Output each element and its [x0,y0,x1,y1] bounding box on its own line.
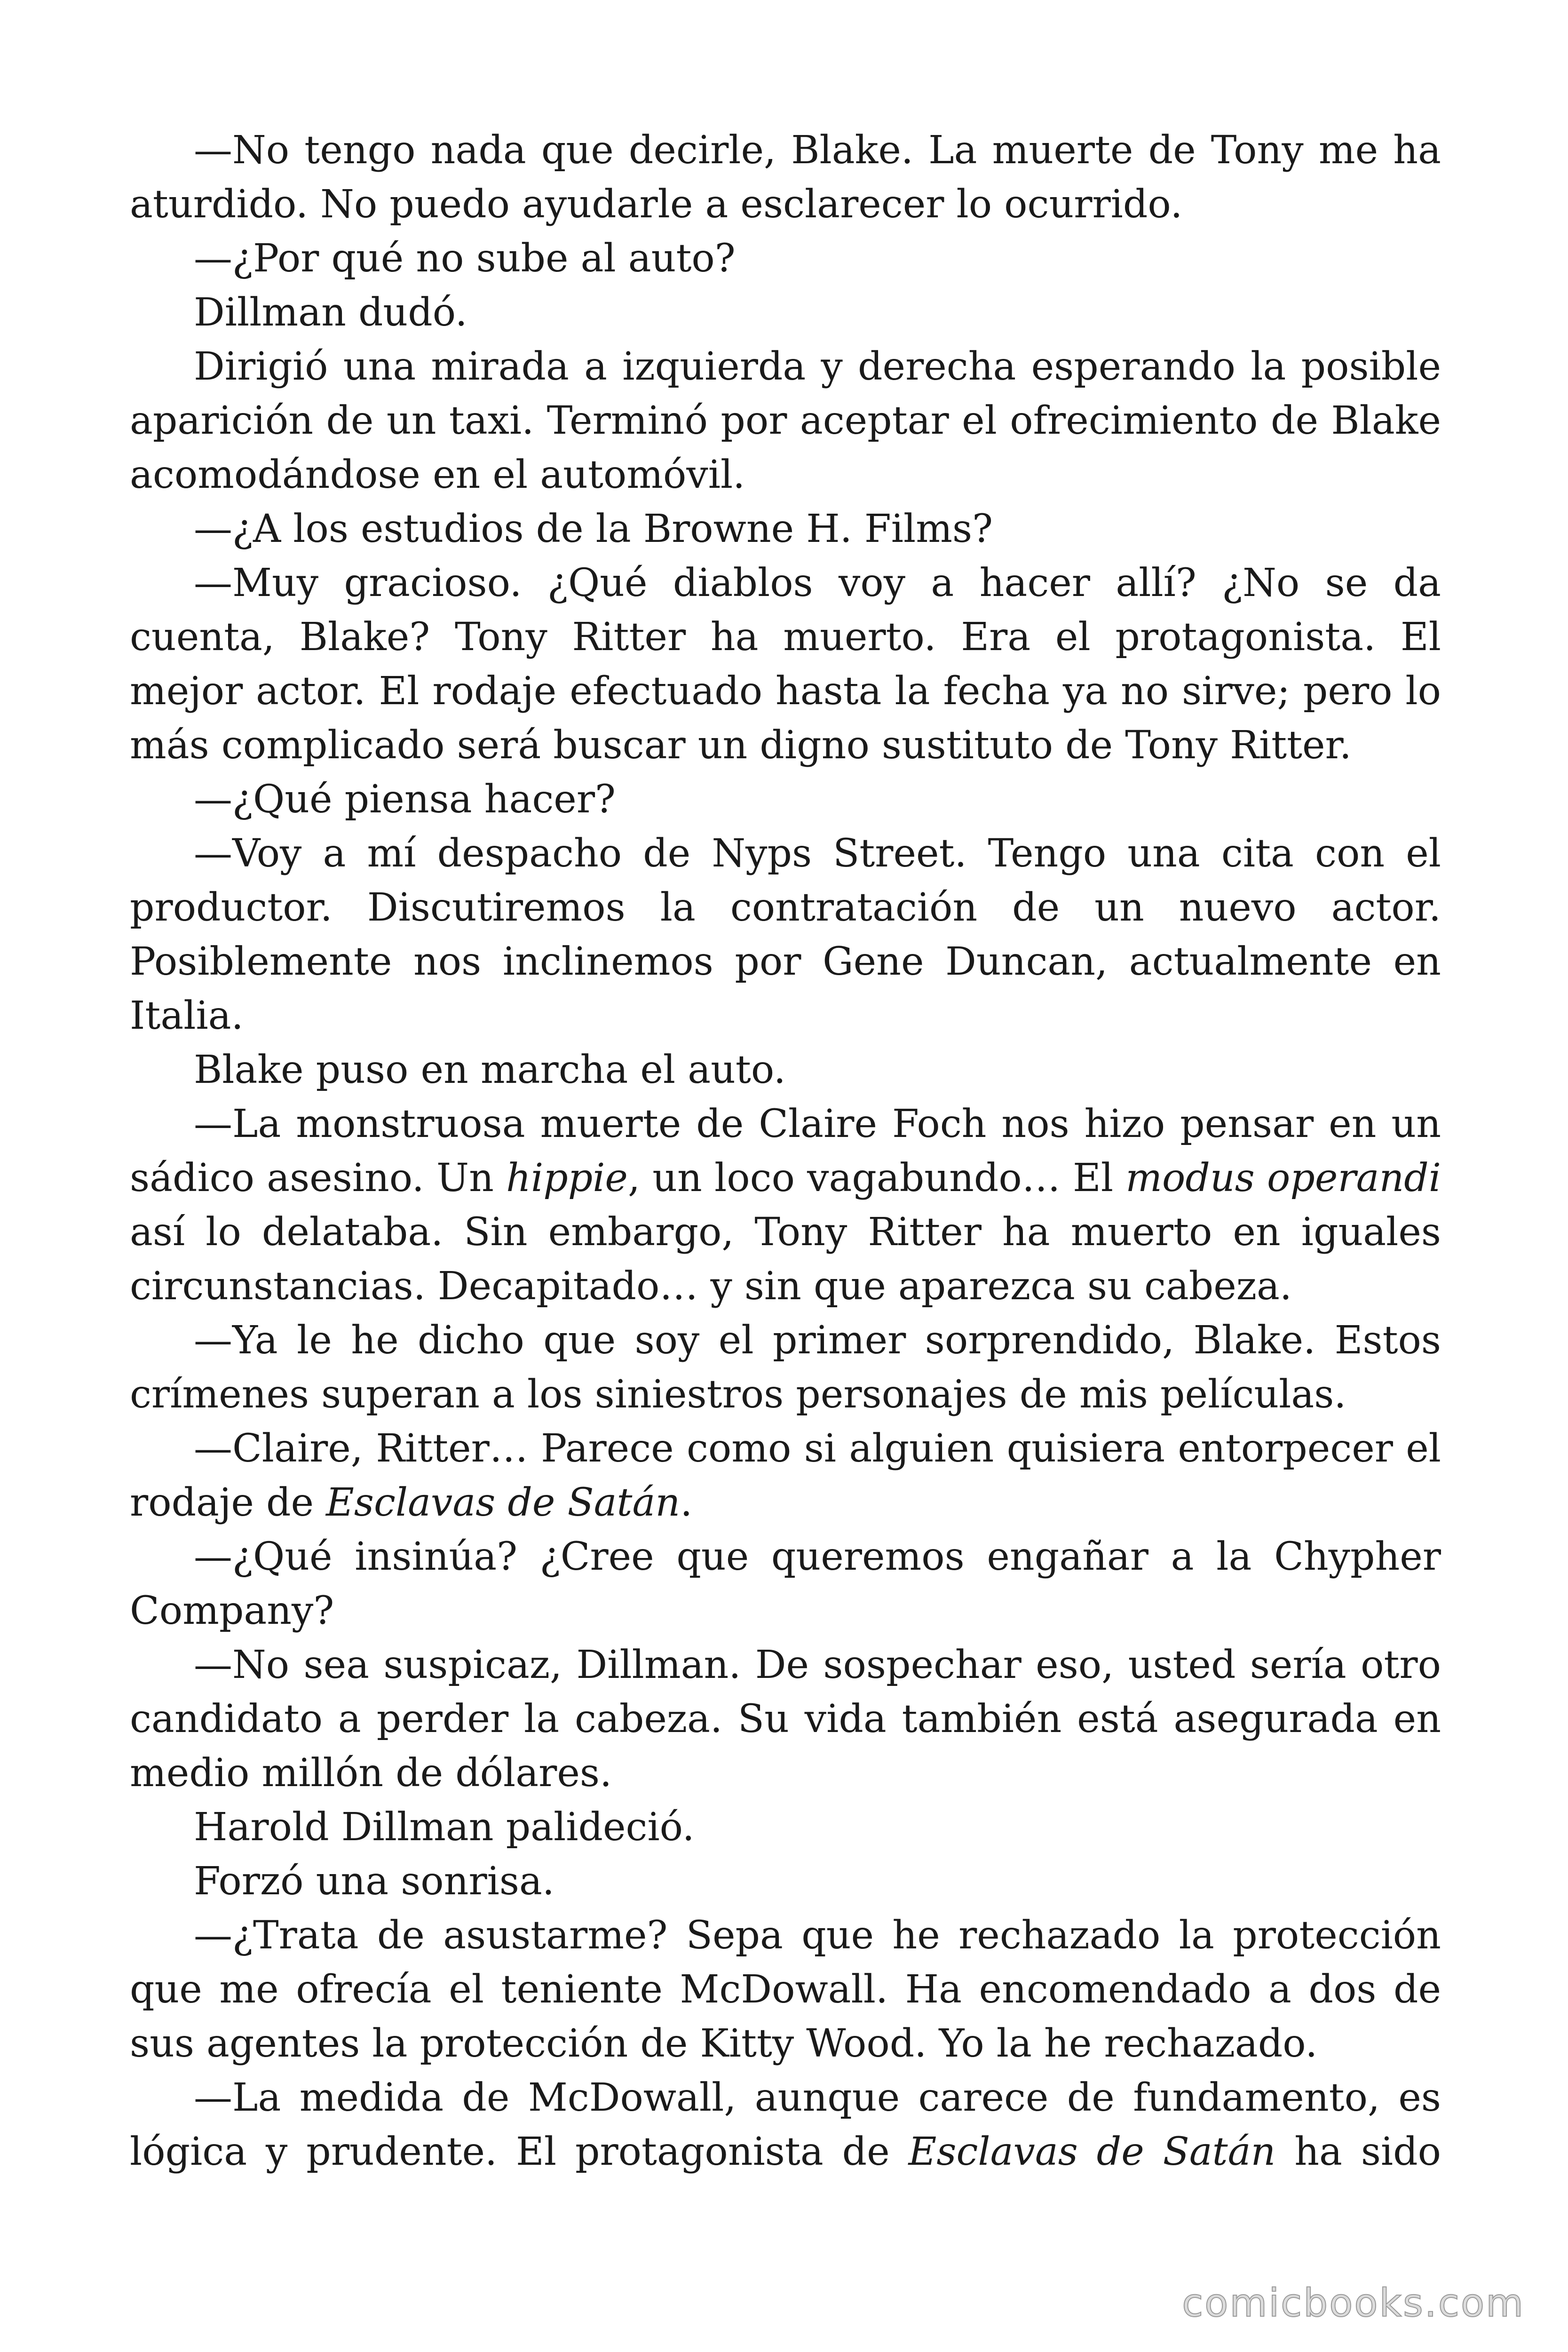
paragraph [130,1097,1441,1313]
paragraph-text: —¿Trata de asustarme? Sepa que he rechazado la protección que me ofrecía el teniente McDowall. Ha encomendado a dos de sus agentes la protección de Kitty Wood. Yo la he rechazado. [130,1913,1441,2066]
paragraph [130,286,1441,340]
paragraph [130,1313,1441,1422]
paragraph [130,2071,1441,2179]
paragraph-text: —¿Por qué no sube al auto? [194,236,736,281]
paragraph-text: —Muy gracioso. ¿Qué diablos voy a hacer allí? ¿No se da cuenta, Blake? Tony Ritter ha muerto. Era el protagonista. El mejor actor. El rodaje efectuado hasta la fecha ya no sirve; pero lo más complicado será buscar un digno sustituto de Tony Ritter. [130,561,1441,768]
paragraph [130,772,1441,826]
paragraph [130,340,1441,502]
paragraph-text: Harold Dillman palideció. [194,1805,695,1850]
paragraph-text: —La monstruosa muerte de Claire Foch nos hizo pensar en un sádico asesino. Un [130,1102,1441,1200]
paragraph [130,231,1441,286]
paragraph-text: . [680,1480,693,1525]
watermark: comicbooks.com [1182,2281,1525,2326]
paragraph-text: —¿A los estudios de la Browne H. Films? [194,507,993,551]
paragraph [130,1854,1441,1908]
italic-text: Esclavas de Satán [908,2130,1276,2174]
paragraph-text: Dillman dudó. [194,290,467,335]
paragraph [130,1422,1441,1530]
paragraph [130,556,1441,772]
paragraph-text: —¿Qué insinúa? ¿Cree que queremos engañar a la Chypher Company? [130,1534,1441,1633]
italic-text: Esclavas de Satán [326,1480,681,1525]
italic-text: modus operandi [1125,1156,1441,1200]
paragraph-text: así lo delataba. Sin embargo, Tony Ritter ha muerto en iguales circunstancias. Decapitado… y sin que aparezca su cabeza. [130,1210,1441,1309]
paragraph [130,1530,1441,1638]
page-text-block [130,123,1441,2179]
paragraph-text: —No sea suspicaz, Dillman. De sospechar eso, usted sería otro candidato a perder la cabeza. Su vida también está asegurada en medio millón de dólares. [130,1643,1441,1796]
paragraph-text: —No tengo nada que decirle, Blake. La muerte de Tony me ha aturdido. No puedo ayudarle a esclarecer lo ocurrido. [130,128,1441,227]
italic-text: hippie [506,1156,628,1200]
paragraph-text: Forzó una sonrisa. [194,1859,554,1904]
paragraph-text: —Voy a mí despacho de Nyps Street. Tengo una cita con el productor. Discutiremos la contratación de un nuevo actor. Posiblemente nos inclinemos por Gene Duncan, actualmente en Italia. [130,831,1441,1038]
paragraph [130,502,1441,556]
paragraph-text: ha sido [1275,2130,1441,2174]
paragraph [130,1800,1441,1854]
paragraph [130,1043,1441,1097]
paragraph-text: , un loco vagabundo… El [627,1156,1126,1200]
paragraph [130,123,1441,231]
paragraph-text: —La medida de McDowall, aunque carece de fundamento, es lógica y prudente. El protagonista de [130,2075,1441,2174]
paragraph [130,1638,1441,1800]
paragraph [130,826,1441,1043]
paragraph [130,1908,1441,2071]
paragraph-text: —Ya le he dicho que soy el primer sorprendido, Blake. Estos crímenes superan a los siniestros personajes de mis películas. [130,1318,1441,1417]
paragraph-text: —¿Qué piensa hacer? [194,777,616,822]
paragraph-text: Blake puso en marcha el auto. [194,1048,786,1092]
paragraph-text: Dirigió una mirada a izquierda y derecha esperando la posible aparición de un taxi. Terminó por aceptar el ofrecimiento de Blake acomodándose en el automóvil. [130,344,1441,497]
paragraph-text: —Claire, Ritter… Parece como si alguien quisiera entorpecer el rodaje de [130,1426,1441,1525]
